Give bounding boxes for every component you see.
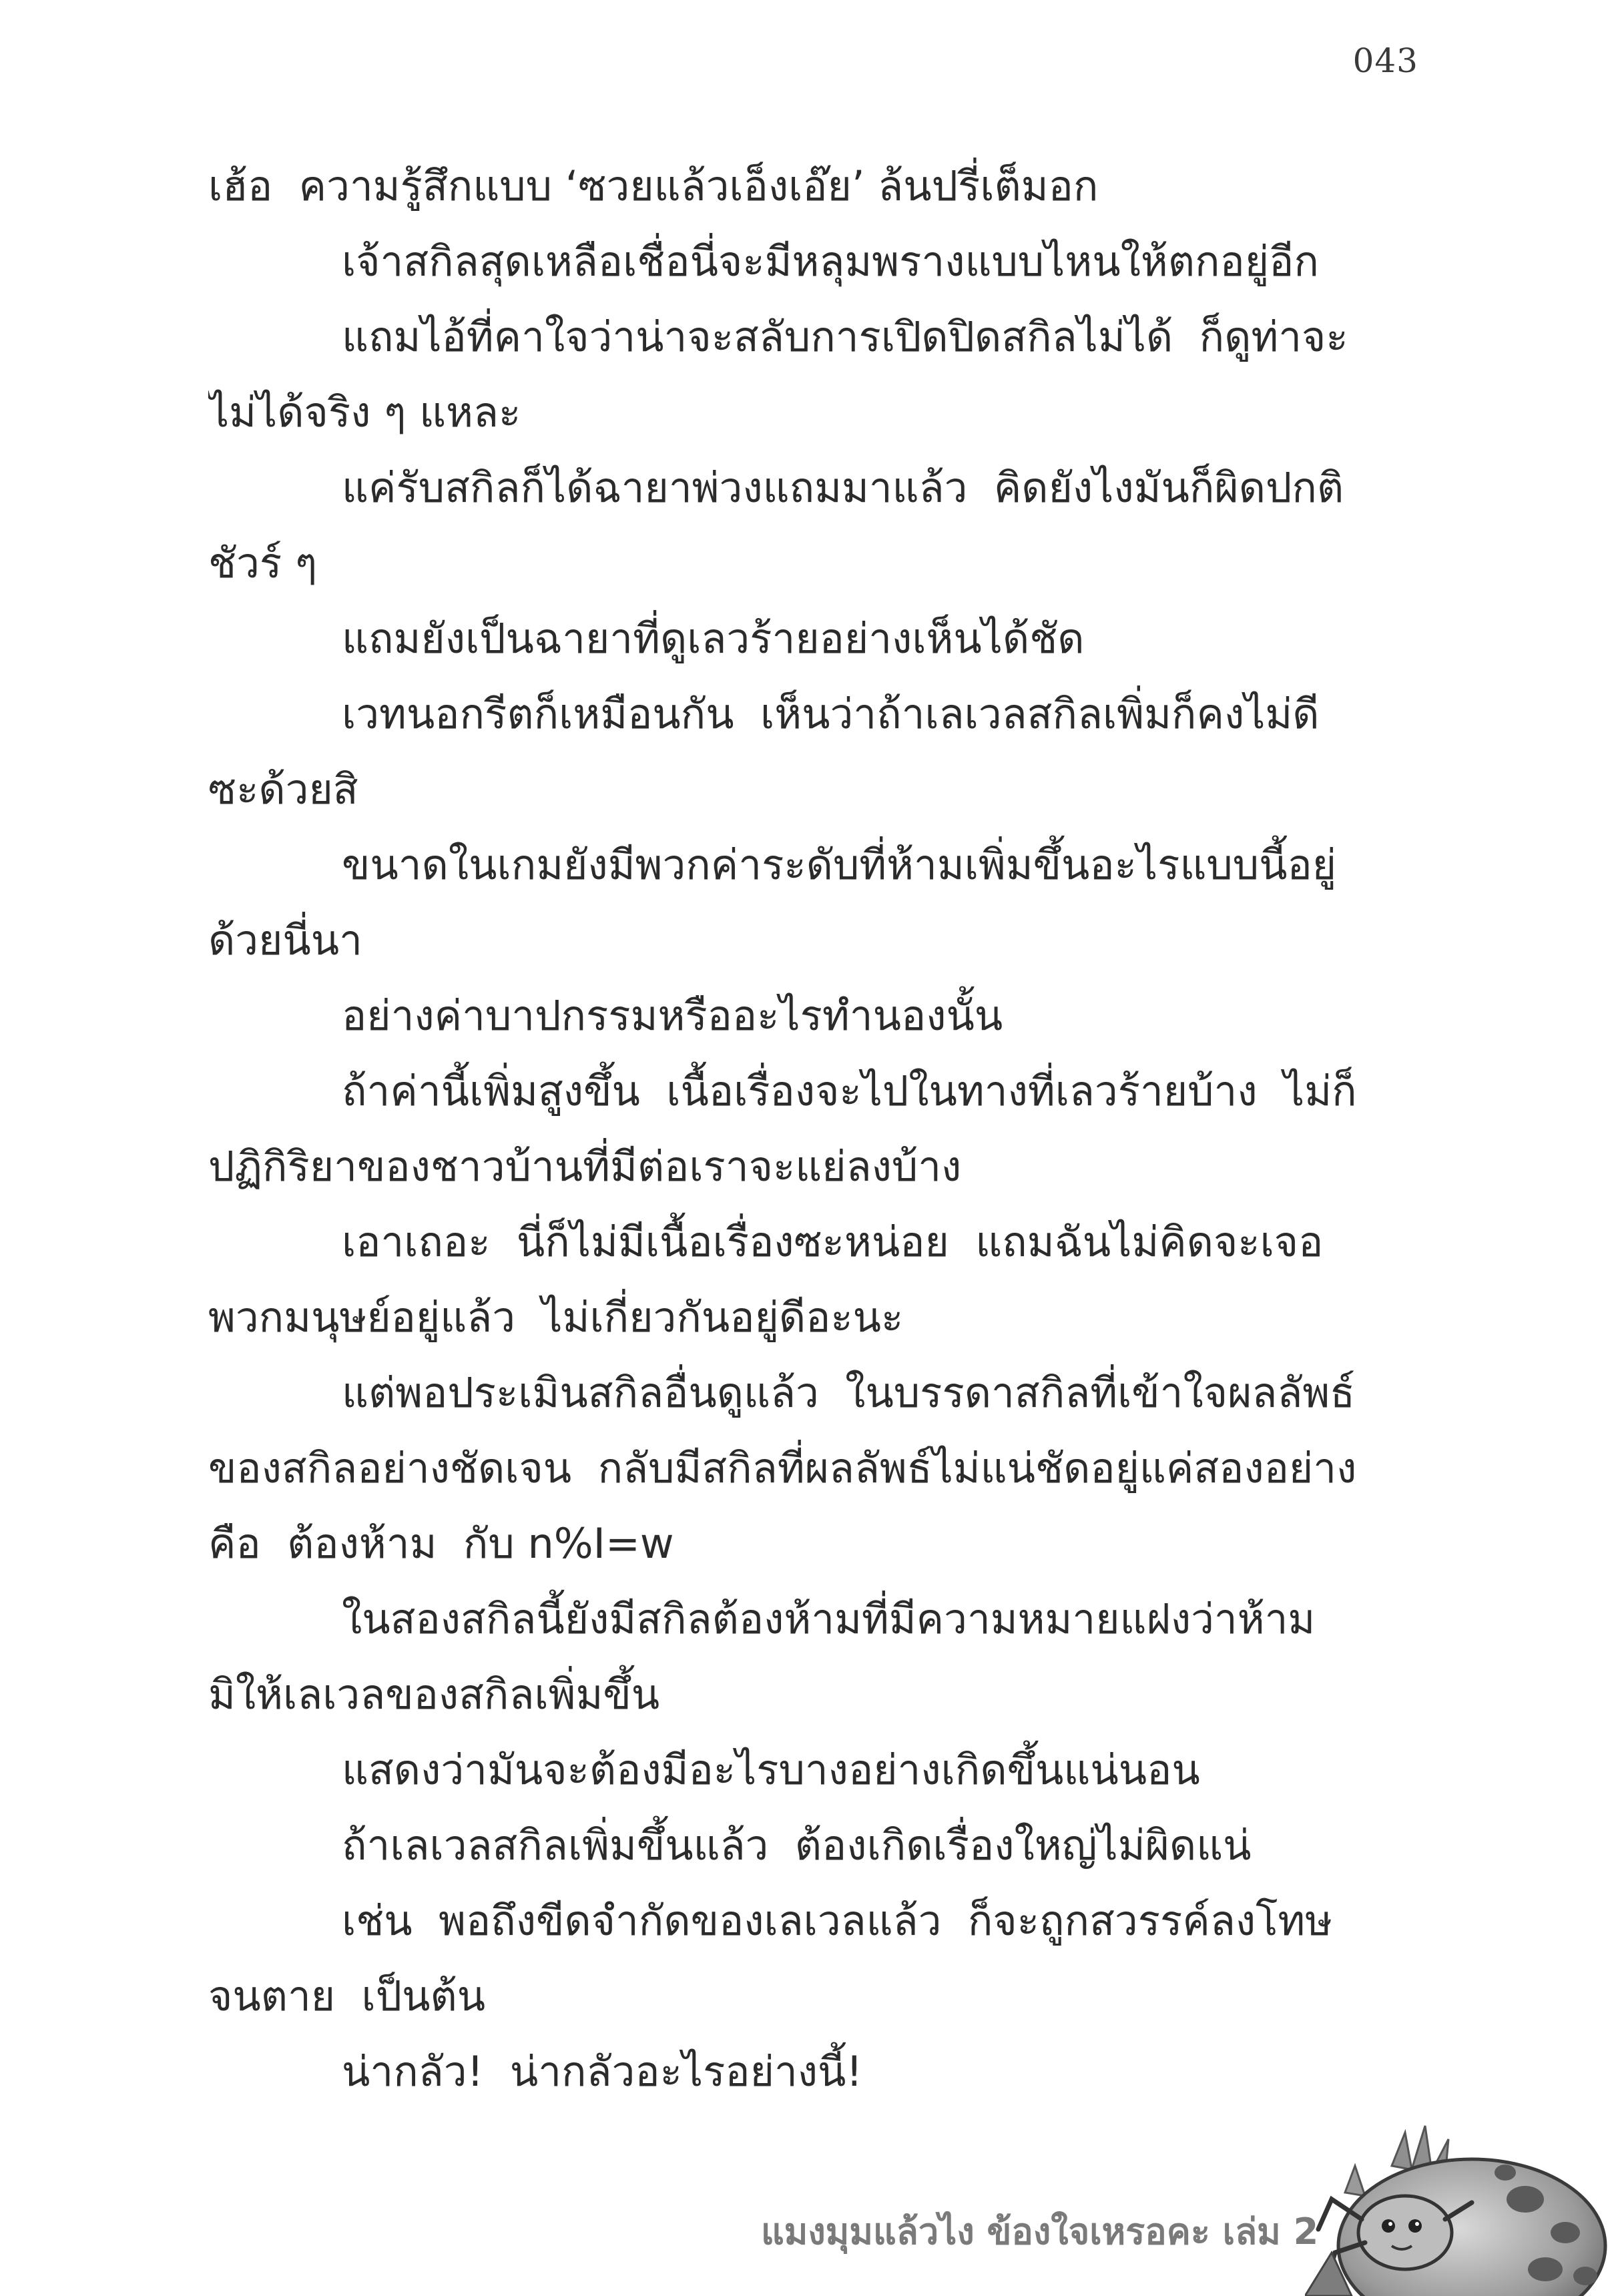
text-line: ไม่ได้จริง ๆ แหละ <box>208 388 521 437</box>
body-text <box>208 148 1410 2109</box>
text-line: อย่างค่าบาปกรรมหรืออะไรทำนองนั้น <box>342 991 1003 1040</box>
text-line: พวกมนุษย์อยู่แล้ว ไม่เกี่ยวกันอยู่ดีอะนะ <box>208 1293 904 1342</box>
page-number: 043 <box>1352 41 1418 80</box>
text-line: มิให้เลเวลของสกิลเพิ่มขึ้น <box>208 1670 660 1719</box>
text-line: แค่รับสกิลก็ได้ฉายาพ่วงแถมมาแล้ว คิดยังไงมันก็ผิดปกติ <box>342 463 1344 512</box>
text-line: ในสองสกิลนี้ยังมีสกิลต้องห้ามที่มีความหมายแฝงว่าห้าม <box>342 1595 1316 1643</box>
text-line: ถ้าค่านี้เพิ่มสูงขึ้น เนื้อเรื่องจะไปในทางที่เลวร้ายบ้าง ไม่ก็ <box>342 1067 1357 1115</box>
text-line: เอาเถอะ นี่ก็ไม่มีเนื้อเรื่องซะหน่อย แถมฉันไม่คิดจะเจอ <box>342 1217 1324 1266</box>
text-line: เวทนอกรีตก็เหมือนกัน เห็นว่าถ้าเลเวลสกิลเพิ่มก็คงไม่ดี <box>342 689 1320 738</box>
text-line: น่ากลัว! น่ากลัวอะไรอย่างนี้! <box>342 2047 863 2096</box>
text-line: ปฏิกิริยาของชาวบ้านที่มีต่อเราจะแย่ลงบ้าง <box>208 1142 962 1191</box>
text-line: ชัวร์ ๆ <box>208 539 318 587</box>
text-line: แสดงว่ามันจะต้องมีอะไรบางอย่างเกิดขึ้นแน่นอน <box>342 1745 1200 1794</box>
text-line: แถมยังเป็นฉายาที่ดูเลวร้ายอย่างเห็นได้ชัด <box>342 614 1085 663</box>
footer-book-title: แมงมุมแล้วไง ข้องใจเหรอคะ เล่ม 2 <box>761 2211 1319 2253</box>
text-line: เจ้าสกิลสุดเหลือเชื่อนี่จะมีหลุมพรางแบบไหนให้ตกอยู่อีก <box>342 237 1319 286</box>
text-line: แต่พอประเมินสกิลอื่นดูแล้ว ในบรรดาสกิลที่เข้าใจผลลัพธ์ <box>342 1368 1356 1417</box>
text-line: แถมไอ้ที่คาใจว่าน่าจะสลับการเปิดปิดสกิลไม่ได้ ก็ดูท่าจะ <box>342 312 1348 361</box>
text-line: เฮ้อ ความรู้สึกแบบ ‘ซวยแล้วเอ็งเอ๊ย’ ล้นปรี่เต็มอก <box>208 162 1099 210</box>
text-line: ของสกิลอย่างชัดเจน กลับมีสกิลที่ผลลัพธ์ไม่แน่ชัดอยู่แค่สองอย่าง <box>208 1444 1357 1492</box>
text-line: ด้วยนี่นา <box>208 916 362 964</box>
text-line: จนตาย เป็นต้น <box>208 1972 486 2020</box>
spider-egg-mascot-icon <box>1305 2119 1612 2296</box>
text-line: ขนาดในเกมยังมีพวกค่าระดับที่ห้ามเพิ่มขึ้นอะไรแบบนี้อยู่ <box>342 840 1337 889</box>
text-line: คือ ต้องห้าม กับ n%I=w <box>208 1519 674 1568</box>
text-line: เช่น พอถึงขีดจำกัดของเลเวลแล้ว ก็จะถูกสวรรค์ลงโทษ <box>342 1896 1333 1945</box>
text-line: ซะด้วยสิ <box>208 765 358 814</box>
text-line: ถ้าเลเวลสกิลเพิ่มขึ้นแล้ว ต้องเกิดเรื่องใหญ่ไม่ผิดแน่ <box>342 1821 1252 1870</box>
